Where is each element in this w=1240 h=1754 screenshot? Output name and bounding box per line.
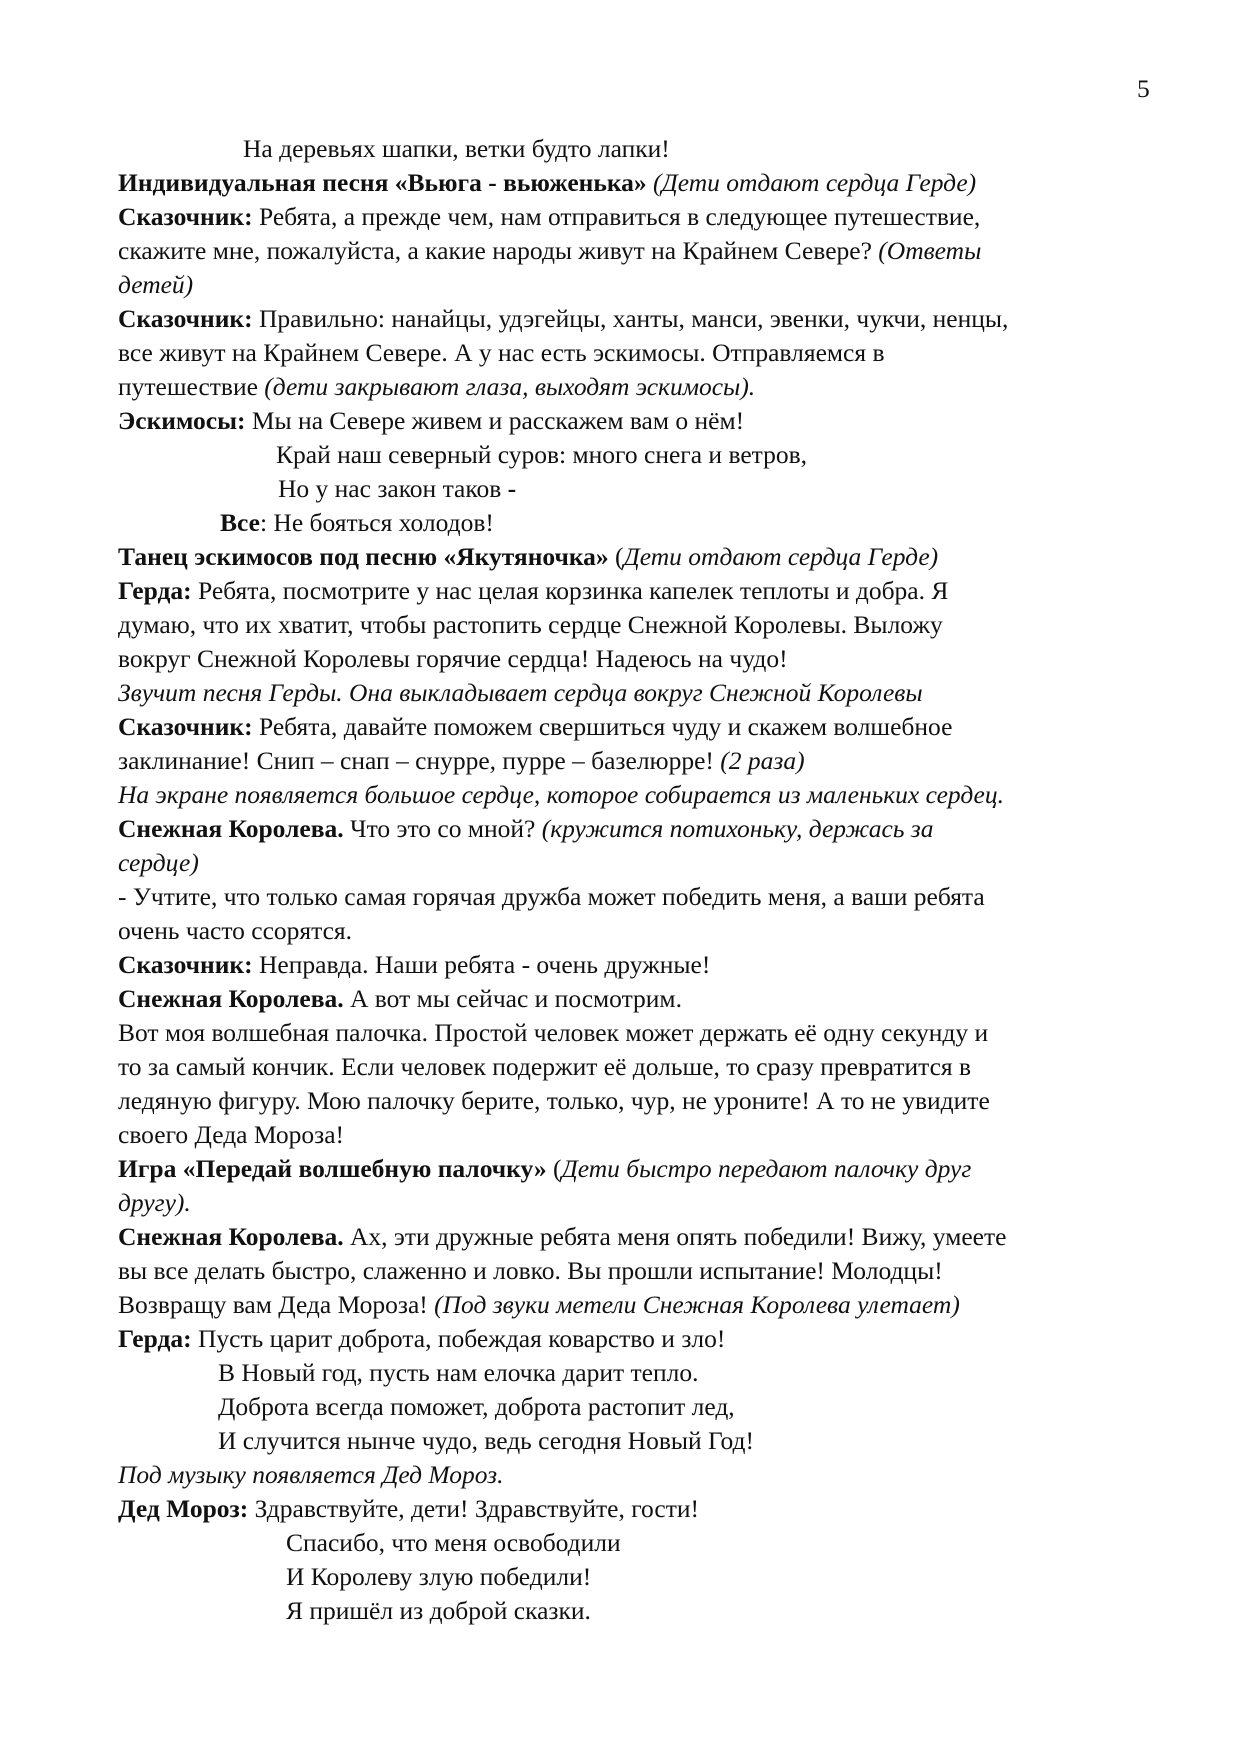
- dialogue-text: Ребята, давайте поможем свершиться чуду и скажем волшебное: [252, 712, 953, 741]
- text-line: [118, 608, 943, 642]
- speaker-name: Эскимосы:: [118, 406, 246, 435]
- text-line: [118, 880, 985, 914]
- text-line: [286, 1560, 591, 1594]
- text-line: [118, 710, 952, 744]
- dialogue-text: заклинание! Снип – снап – снурре, пурре – базелюрре!: [118, 746, 721, 775]
- dialogue-text: думаю, что их хватит, чтобы растопить сердце Снежной Королевы. Выложу: [118, 610, 943, 639]
- text-line: [118, 778, 1004, 812]
- song-title: Танец эскимосов под песню «Якутяночка»: [118, 542, 609, 571]
- verse-text: Спасибо, что меня освободили: [286, 1528, 621, 1557]
- verse-text: : Не бояться холодов!: [259, 508, 494, 537]
- text-line: [118, 1254, 943, 1288]
- text-line: [118, 1152, 971, 1186]
- speaker-name: Дед Мороз:: [118, 1494, 249, 1523]
- speaker-name: Все: [220, 508, 260, 537]
- text-line: [118, 676, 923, 710]
- stage-direction: (дети закрывают глаза, выходят эскимосы).: [264, 372, 756, 401]
- text-line: [118, 574, 948, 608]
- dialogue-text: вокруг Снежной Королевы горячие сердца! Надеюсь на чудо!: [118, 644, 788, 673]
- stage-direction: (2 раза): [720, 746, 805, 775]
- stage-direction: Дети быстро передают палочку друг: [561, 1154, 972, 1183]
- dialogue-text: путешествие: [118, 372, 265, 401]
- stage-direction: (кружится потихоньку, держась за: [541, 814, 934, 843]
- verse-text: На деревьях шапки, ветки будто лапки!: [243, 134, 670, 163]
- text-line: [118, 982, 682, 1016]
- stage-direction: Звучит песня Герды. Она выкладывает сердца вокруг Снежной Королевы: [118, 678, 923, 707]
- verse-text: Пусть царит доброта, побеждая коварство и зло!: [191, 1324, 726, 1353]
- verse-text: И Королеву злую победили!: [286, 1562, 592, 1591]
- dialogue-text: - Учтите, что только самая горячая дружба может победить меня, а ваши ребята: [118, 882, 985, 911]
- dialogue-text: все живут на Крайнем Севере. А у нас есть эскимосы. Отправляемся в: [118, 338, 885, 367]
- speaker-name: Сказочник:: [118, 202, 253, 231]
- stage-direction: другу).: [118, 1188, 191, 1217]
- text-line: [118, 1492, 699, 1526]
- text-line: [218, 1424, 754, 1458]
- text-line: [278, 472, 516, 506]
- paren: (: [608, 542, 624, 571]
- verse-text: Здравствуйте, дети! Здравствуйте, гости!: [248, 1494, 700, 1523]
- text-line: [118, 1322, 725, 1356]
- text-line: [118, 1288, 960, 1322]
- dialogue-text: Вот моя волшебная палочка. Простой человек может держать её одну секунду и: [118, 1018, 989, 1047]
- text-line: [118, 1458, 504, 1492]
- text-line: [220, 506, 494, 540]
- text-line: [118, 846, 199, 880]
- dialogue-text: Что это со мной?: [343, 814, 542, 843]
- text-line: [118, 914, 352, 948]
- text-line: [286, 1594, 591, 1628]
- speaker-name: Снежная Королева.: [118, 984, 344, 1013]
- verse-text: Мы на Севере живем и расскажем вам о нём!: [245, 406, 745, 435]
- dialogue-text: то за самый кончик. Если человек подержит её дольше, то сразу превратится в: [118, 1052, 972, 1081]
- text-line: [118, 1016, 988, 1050]
- verse-text: В Новый год, пусть нам елочка дарит тепло.: [218, 1358, 699, 1387]
- text-line: [118, 336, 884, 370]
- verse-text: Доброта всегда поможет, доброта растопит лед,: [218, 1392, 735, 1421]
- stage-direction: Дети отдают сердца Герде): [623, 542, 939, 571]
- stage-direction: На экране появляется большое сердце, которое собирается из маленьких сердец.: [118, 780, 1004, 809]
- text-line: [276, 438, 807, 472]
- verse-text: И случится нынче чудо, ведь сегодня Новый Год!: [218, 1426, 755, 1455]
- text-line: [118, 812, 934, 846]
- text-line: [118, 948, 710, 982]
- text-line: [118, 234, 981, 268]
- text-line: [118, 642, 788, 676]
- text-line: [286, 1526, 621, 1560]
- speaker-name: Сказочник:: [118, 304, 253, 333]
- dialogue-text: ледяную фигуру. Мою палочку берите, только, чур, не уроните! А то не увидите: [118, 1086, 990, 1115]
- page-number: 5: [1137, 74, 1150, 103]
- dialogue-text: Ах, эти дружные ребята меня опять победили! Вижу, умеете: [343, 1222, 1007, 1251]
- text-line: [118, 1050, 971, 1084]
- text-line: [218, 1390, 735, 1424]
- speaker-name: Снежная Королева.: [118, 1222, 344, 1251]
- text-line: [118, 1084, 990, 1118]
- stage-direction: сердце): [118, 848, 199, 877]
- text-line: [118, 1220, 1006, 1254]
- text-line: [118, 540, 938, 574]
- text-line: [118, 1118, 344, 1152]
- stage-direction: детей): [118, 270, 194, 299]
- dialogue-text: Неправда. Наши ребята - очень дружные!: [252, 950, 711, 979]
- paren: (: [546, 1154, 562, 1183]
- verse-text: Край наш северный суров: много снега и ветров,: [276, 440, 808, 469]
- song-title: Индивидуальная песня «Вьюга - вьюженька»: [118, 168, 647, 197]
- verse-text: Но у нас закон таков: [278, 474, 508, 503]
- text-line: [243, 132, 670, 166]
- text-line: [118, 744, 805, 778]
- text-line: [118, 302, 1008, 336]
- dialogue-text: своего Деда Мороза!: [118, 1120, 345, 1149]
- stage-direction: (Под звуки метели Снежная Королева улетает): [434, 1290, 960, 1319]
- speaker-name: Герда:: [118, 576, 192, 605]
- speaker-name: Сказочник:: [118, 712, 253, 741]
- dialogue-text: Ребята, а прежде чем, нам отправиться в следующее путешествие,: [252, 202, 981, 231]
- stage-direction: (Ответы: [878, 236, 982, 265]
- dialogue-text: Правильно: нанайцы, удэгейцы, ханты, манси, эвенки, чукчи, ненцы,: [252, 304, 1009, 333]
- dialogue-text: скажите мне, пожалуйста, а какие народы живут на Крайнем Севере?: [118, 236, 879, 265]
- dialogue-text: очень часто ссорятся.: [118, 916, 353, 945]
- dialogue-text: Ребята, посмотрите у нас целая корзинка капелек теплоты и добра. Я: [191, 576, 949, 605]
- text-line: [118, 200, 980, 234]
- stage-direction: (Дети отдают сердца Герде): [646, 168, 977, 197]
- dialogue-text: А вот мы сейчас и посмотрим.: [343, 984, 682, 1013]
- speaker-name: Снежная Королева.: [118, 814, 344, 843]
- text-line: [118, 370, 755, 404]
- text-line: [218, 1356, 698, 1390]
- text-line: [118, 166, 976, 200]
- speaker-name: Сказочник:: [118, 950, 253, 979]
- game-title: Игра «Передай волшебную палочку»: [118, 1154, 547, 1183]
- speaker-name: Герда:: [118, 1324, 192, 1353]
- text-line: [118, 404, 744, 438]
- text-line: [118, 268, 193, 302]
- verse-text: Я пришёл из доброй сказки.: [286, 1596, 591, 1625]
- text-line: [118, 1186, 191, 1220]
- dialogue-text: Возвращу вам Деда Мороза!: [118, 1290, 435, 1319]
- stage-direction: Под музыку появляется Дед Мороз.: [118, 1460, 504, 1489]
- dialogue-text: вы все делать быстро, слаженно и ловко. Вы прошли испытание! Молодцы!: [118, 1256, 943, 1285]
- verse-dash: -: [507, 474, 517, 503]
